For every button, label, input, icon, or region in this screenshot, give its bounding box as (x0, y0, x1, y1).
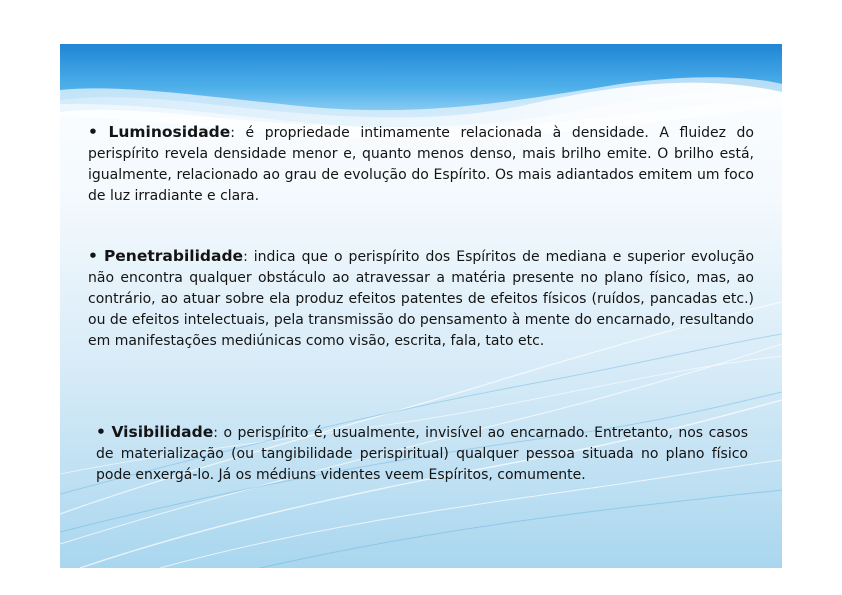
slide (60, 44, 782, 568)
bullet: • (88, 247, 98, 265)
paragraph-visibilidade (96, 422, 748, 486)
paragraph-penetrabilidade (88, 246, 754, 352)
slide-content (60, 44, 782, 568)
paragraph-luminosidade (88, 122, 754, 207)
description-luminosidade: : é propriedade intimamente relacionada à densidade. A fluidez do perispírito revela densidade menor e, quanto menos denso, mais brilho emite. O brilho está, igualmente, relacionado ao grau de evolução do Espírito. Os mais adiantados emitem um foco de luz irradiante e clara. (88, 125, 754, 204)
term-visibilidade: Visibilidade (111, 423, 214, 441)
bullet: • (88, 123, 98, 141)
bullet: • (96, 423, 106, 441)
description-visibilidade: : o perispírito é, usualmente, invisível ao encarnado. Entretanto, nos casos de materialização (ou tangibilidade perispiritual) qualquer pessoa situada no plano físico pode enxergá-lo. Já os médiuns videntes veem Espíritos, comumente. (96, 425, 749, 483)
term-penetrabilidade: Penetrabilidade (103, 247, 244, 265)
description-penetrabilidade: : indica que o perispírito dos Espíritos de mediana e superior evolução não encontra qualquer obstáculo ao atravessar a matéria presente no plano físico, mas, ao contrário, ao atuar sobre ela produz efeitos patentes de efeitos físicos (ruídos, pancadas etc.) ou de efeitos intelectuais, pela transmissão do pensamento à mente do encarnado, resultando em manifestações mediúnicas como visão, escrita, fala, tato etc. (88, 249, 755, 349)
term-luminosidade: Luminosidade (108, 123, 231, 141)
